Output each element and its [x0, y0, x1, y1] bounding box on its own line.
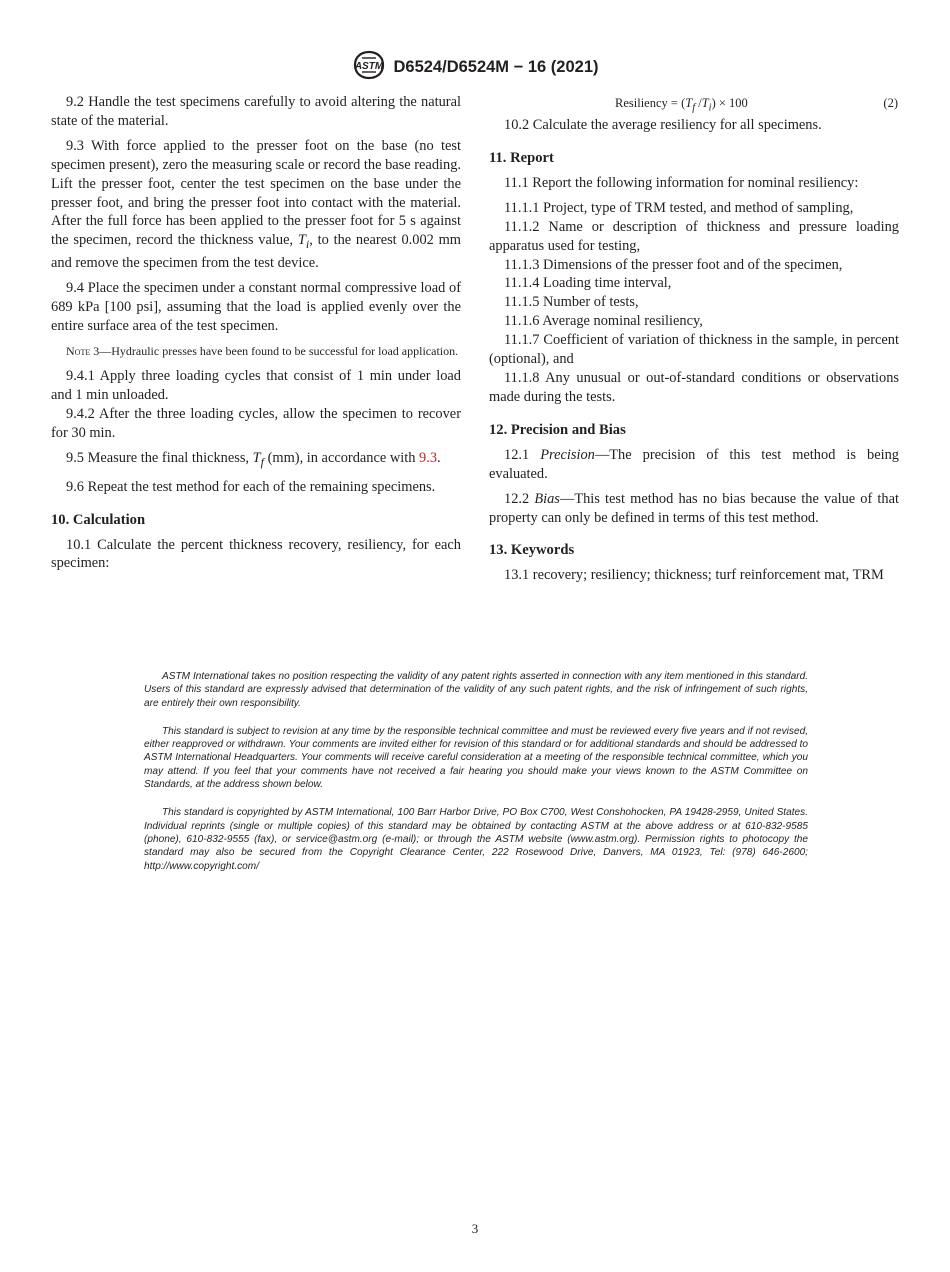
paragraph-12-2: 12.2 Bias—This test method has no bias because the value of that property can only be defined in terms of this test method.: [489, 490, 899, 526]
section-heading-precision-bias: 12. Precision and Bias: [489, 421, 626, 438]
equation-number: (2): [883, 96, 898, 110]
paragraph-11-1-2: 11.1.2 Name or description of thickness and pressure loading apparatus used for testing,: [489, 218, 899, 254]
paragraph-11-1-7: 11.1.7 Coefficient of variation of thickness in the sample, in percent (optional), and: [489, 332, 899, 368]
paragraph-11-1-6: 11.1.6 Average nominal resiliency,: [504, 313, 703, 330]
left-column: [51, 93, 461, 579]
paragraph-9-4-1: 9.4.1 Apply three loading cycles that consist of 1 min under load and 1 min unloaded.: [51, 368, 461, 404]
paragraph-13-1: 13.1 recovery; resiliency; thickness; turf reinforcement mat, TRM: [504, 567, 884, 584]
page-header: [0, 50, 950, 85]
equation-2: [489, 93, 899, 114]
section-heading-keywords: 13. Keywords: [489, 542, 575, 559]
paragraph-11-1-1: 11.1.1 Project, type of TRM tested, and method of sampling,: [504, 199, 854, 216]
paragraph-9-3: 9.3 With force applied to the presser foot on the base (no test specimen present), zero the measuring scale or record the base reading. Lift the presser foot, center the test specimen on the base under the presser foot, and bring the presser foot into contact with the material. After the full force has been applied to the presser foot for 5 s against the specimen, record the thickness value, $T_i$, to the nearest 0.002 mm and remove the specimen from the test device.: [51, 137, 462, 272]
legal-footnotes: [144, 670, 808, 888]
note-3: Note 3—Hydraulic presses have been found to be successful for load application.: [66, 343, 459, 358]
paragraph-9-4: 9.4 Place the specimen under a constant normal compressive load of 689 kPa [100 psi], assuming that the load is applied evenly over the entire surface area of the test specimen.: [51, 280, 461, 334]
page-number: 3: [471, 1221, 479, 1236]
paragraph-9-6: 9.6 Repeat the test method for each of the remaining specimens.: [66, 478, 436, 495]
document-designation: D6524/D6524M − 16 (2021): [393, 58, 599, 76]
astm-logo-icon: [351, 50, 387, 85]
paragraph-12-1: 12.1 Precision—The precision of this test method is being evaluated.: [489, 446, 900, 482]
section-link-9-3[interactable]: 9.3: [419, 449, 438, 466]
paragraph-10-2: 10.2 Calculate the average resiliency for all specimens.: [504, 117, 822, 133]
section-heading-calculation: 10. Calculation: [51, 511, 146, 528]
section-heading-report: 11. Report: [489, 149, 554, 166]
resiliency-formula: Resiliency = ($T_f$ $/T_i) \times 100$: [615, 96, 748, 114]
paragraph-11-1-8: 11.1.8 Any unusual or out-of-standard conditions or observations made during the tests.: [489, 369, 899, 405]
right-column: [489, 93, 899, 591]
svg-text:ASTM: ASTM: [355, 61, 384, 72]
patent-notice: ASTM International takes no position respecting the validity of any patent rights asserted in connection with any item mentioned in this standard. Users of this standard are expressly advised that determination of the validity of any such patent rights, and the risk of infringement of such rights, are entirely their own responsibility.: [144, 671, 808, 709]
paragraph-9-4-2: 9.4.2 After the three loading cycles, allow the specimen to recover for 30 min.: [51, 406, 461, 441]
paragraph-11-1-4: 11.1.4 Loading time interval,: [504, 275, 672, 292]
revision-notice: This standard is subject to revision at any time by the responsible technical committee and must be reviewed every five years and if not revised, either reapproved or withdrawn. Your comments are invited either for revision of this standard or for additional standards and should be addressed to ASTM International Headquarters. Your comments will receive careful consideration at a meeting of the responsible technical committee, which you may attend. If you feel that your comments have not received a fair hearing you should make your views known to the ASTM Committee on Standards, at the address shown below.: [144, 725, 808, 791]
paragraph-10-1: 10.1 Calculate the percent thickness recovery, resiliency, for each specimen:: [51, 536, 461, 572]
paragraph-11-1-3: 11.1.3 Dimensions of the presser foot and of the specimen,: [504, 256, 843, 273]
paragraph-9-5: 9.5 Measure the final thickness, $T_f$ (mm), in accordance with 9.3.: [66, 449, 441, 469]
paragraph-11-1-5: 11.1.5 Number of tests,: [504, 294, 639, 311]
paragraph-11-1: 11.1 Report the following information for nominal resiliency:: [504, 174, 859, 191]
copyright-notice: This standard is copyrighted by ASTM International, 100 Barr Harbor Drive, PO Box C700, West Conshohocken, PA 19428-2959, United States. Individual reprints (single or multiple copies) of this standard may be obtained by contacting ASTM at the above address or at 610-832-9585 (phone), 610-832-9555 (fax), or service@astm.org (e-mail); or through the ASTM website (www.astm.org). Permission rights to photocopy the standard may also be secured from the Copyright Clearance Center, 222 Rosewood Drive, Danvers, MA 01923, Tel: (978) 646-2600; http://www.copyright.com/: [144, 807, 808, 872]
paragraph-9-2: 9.2 Handle the test specimens carefully to avoid altering the natural state of the material.: [51, 94, 461, 129]
